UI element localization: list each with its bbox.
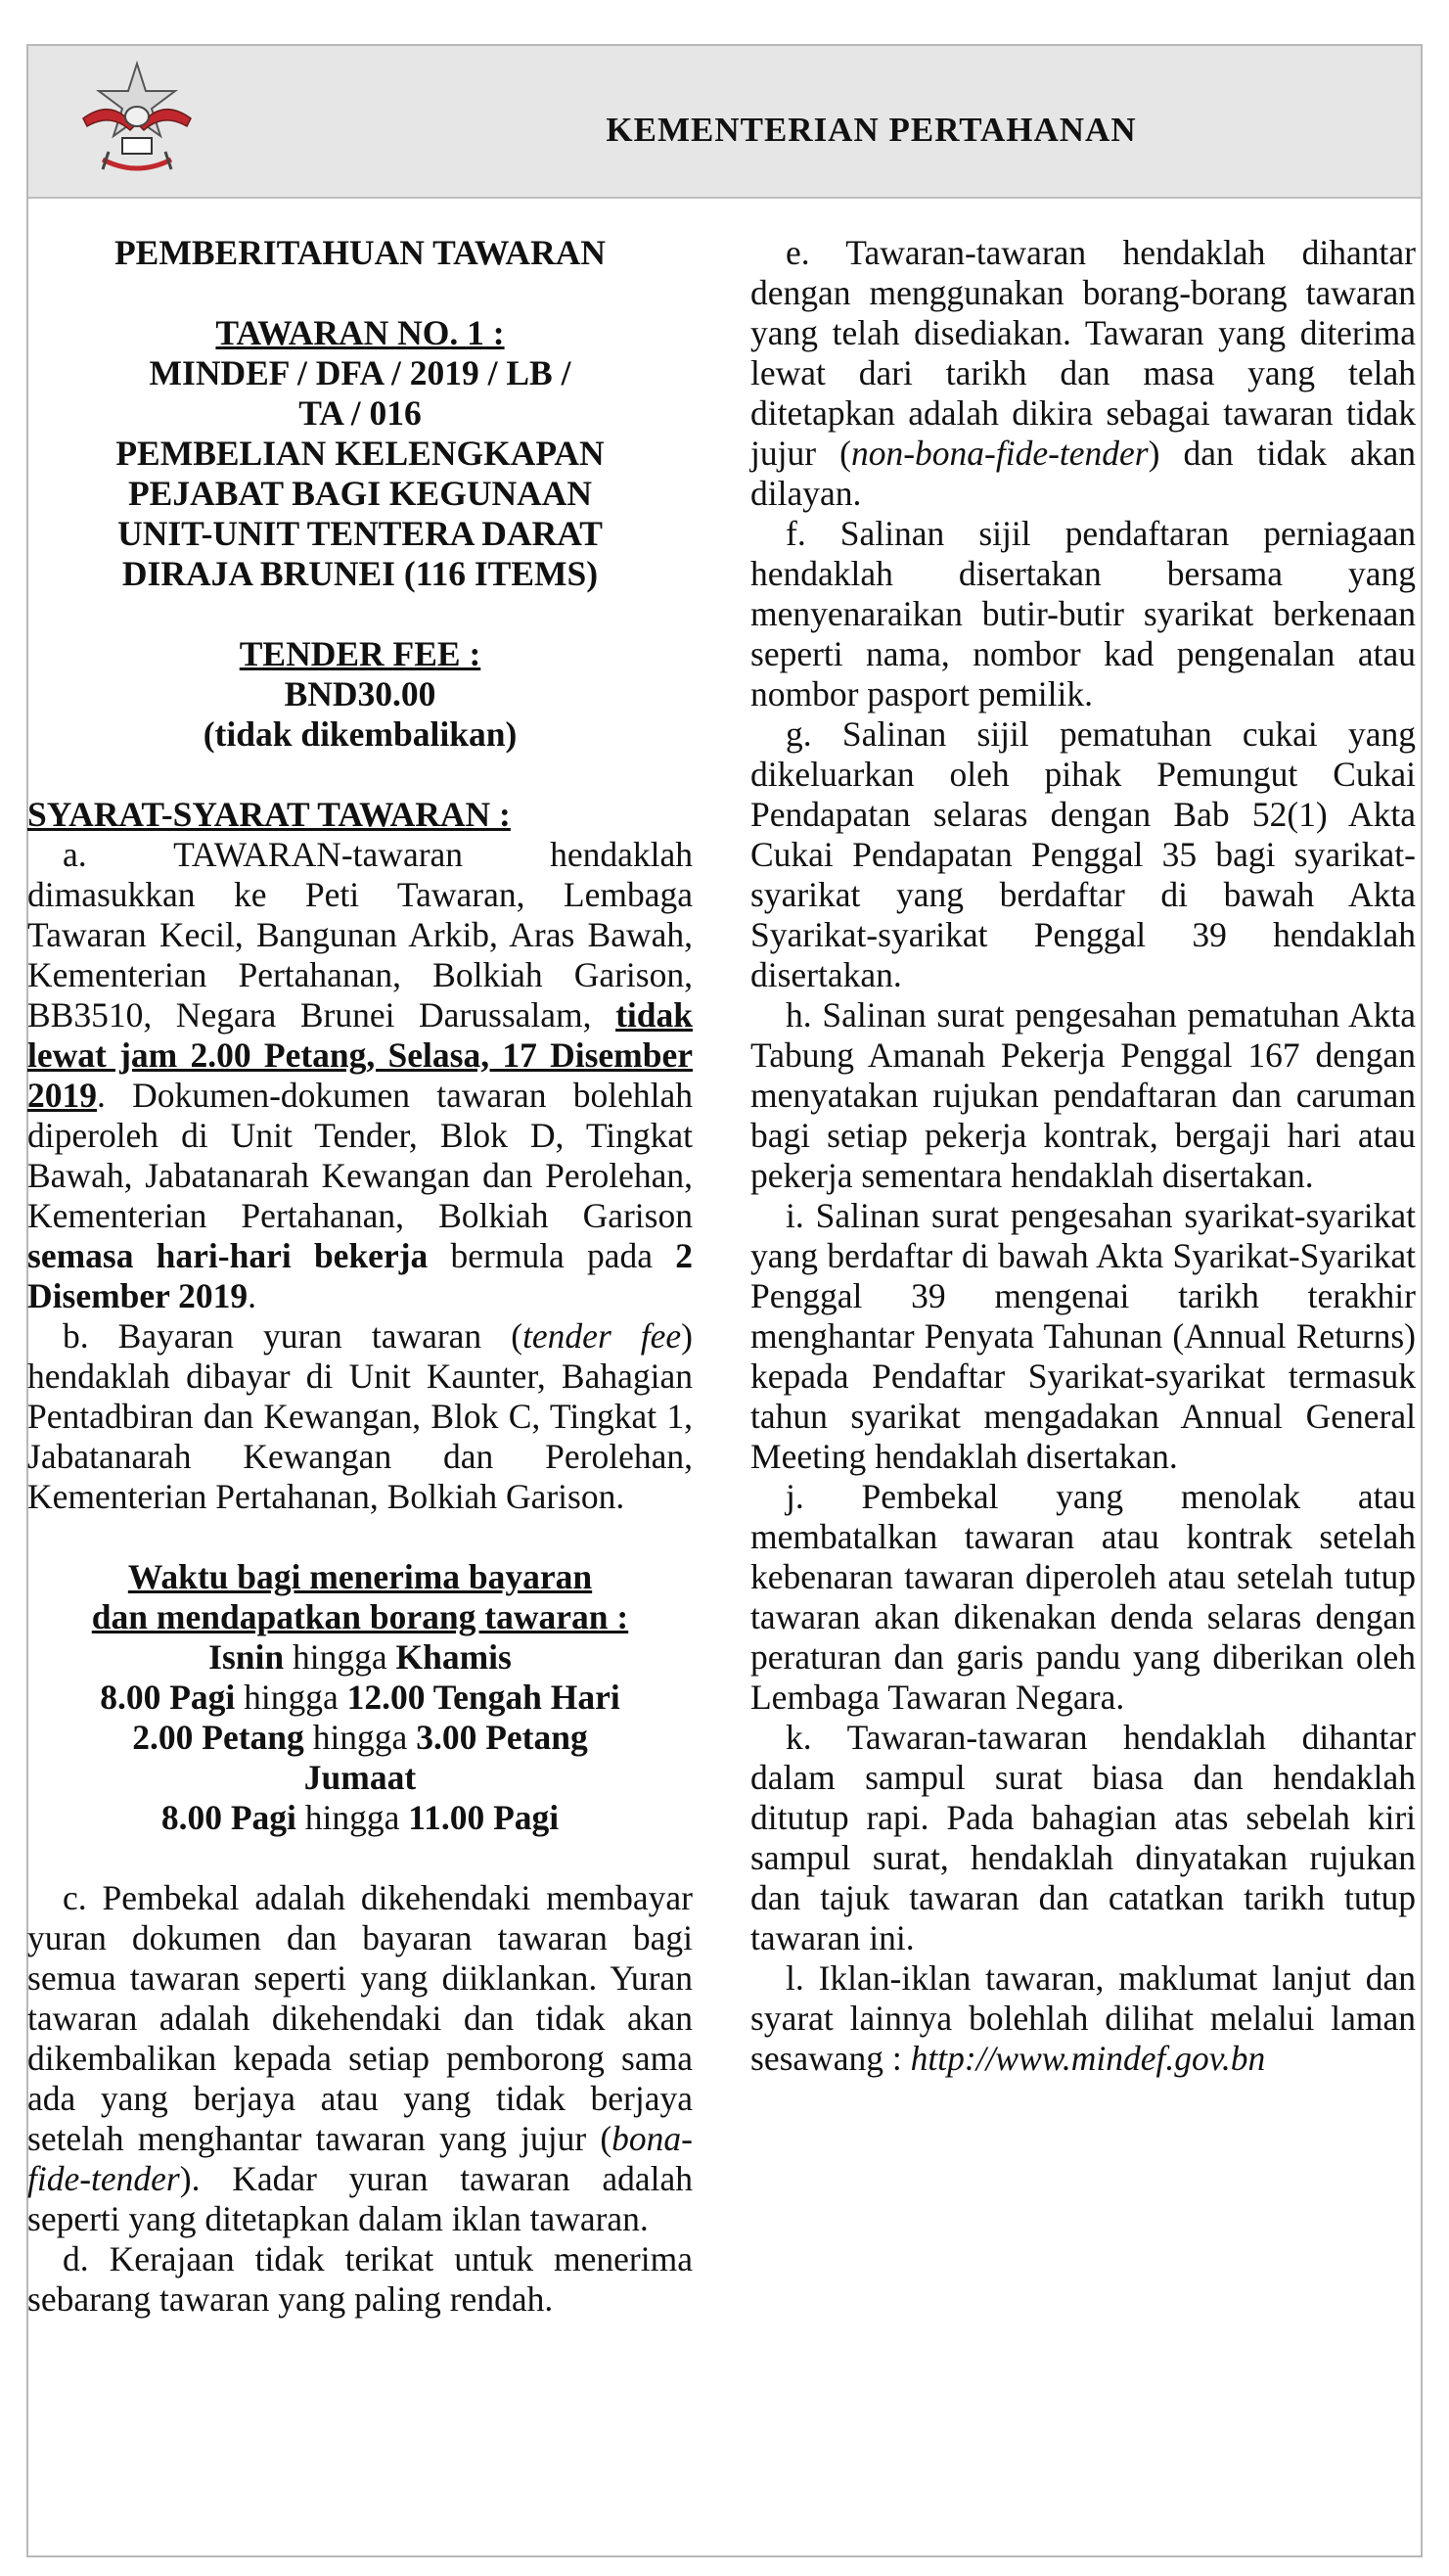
term-a-start-date: 2 Disember 2019 xyxy=(27,1236,694,1315)
header-band xyxy=(28,46,1421,199)
right-column xyxy=(750,233,1416,2079)
hours-title-line-1: Waktu bagi menerima bayaran xyxy=(127,1557,593,1596)
term-a-deadline: tidak lewat jam 2.00 Petang, Selasa, 17 Disember 2019 xyxy=(27,995,693,1115)
term-h: h. Salinan surat pengesahan pematuhan Akta Tabung Amanah Pekerja Penggal 167 dengan menyatakan rujukan pendaftaran dan caruman bagi setiap pekerja kontrak, bergaji hari atau pekerja sementara hendaklah disertakan. xyxy=(750,995,1416,1195)
term-e-text: e. Tawaran-tawaran hendaklah dihantar dengan menggunakan borang-borang tawaran yang telah disediakan. Tawaran yang diterima lewat dari tarikh dan masa yang telah ditetapkan adalah dikira sebagai tawaran tidak jujur ( xyxy=(750,233,1416,473)
term-c-text-2: ). Kadar yuran tawaran adalah seperti yang ditetapkan dalam iklan tawaran. xyxy=(27,2159,693,2238)
hours-time-to: 3.00 Petang xyxy=(416,1718,588,1757)
term-c-italic: bona-fide-tender xyxy=(27,2119,693,2198)
left-column xyxy=(27,233,693,2320)
hours-hingga: hingga xyxy=(303,1718,417,1757)
tender-fee-label: TENDER FEE : xyxy=(239,634,481,673)
hours-hingga: hingga xyxy=(295,1798,409,1837)
term-b-italic: tender fee xyxy=(522,1316,682,1356)
tender-description-line-4: DIRAJA BRUNEI (116 ITEMS) xyxy=(121,554,599,593)
tender-description-line-2: PEJABAT BAGI KEGUNAAN xyxy=(127,474,593,513)
tender-description-line-1: PEMBELIAN KELENGKAPAN xyxy=(115,434,605,473)
ministry-title: KEMENTERIAN PERTAHANAN xyxy=(606,111,1137,149)
term-e xyxy=(750,233,1416,514)
term-a-text-4: . xyxy=(248,1276,257,1315)
hours-time-from: 8.00 Pagi xyxy=(100,1678,236,1717)
term-j: j. Pembekal yang menolak atau membatalkan tawaran atau kontrak setelah kebenaran tawaran diperoleh atau setelah tutup tawaran akan dikenakan denda selaras dengan peraturan dan garis pandu yang diberikan oleh Lembaga Tawaran Negara. xyxy=(750,1477,1416,1717)
tender-reference-line-2: TA / 016 xyxy=(298,393,422,433)
term-k: k. Tawaran-tawaran hendaklah dihantar dalam sampul surat biasa dan hendaklah ditutup rapi. Pada bahagian atas sebelah kiri sampul surat, hendaklah dinyatakan rujukan dan tajuk tawaran dan catatkan tarikh tutup tawaran ini. xyxy=(750,1718,1416,1957)
hours-time-to: 12.00 Tengah Hari xyxy=(346,1678,620,1717)
term-g: g. Salinan sijil pematuhan cukai yang dikeluarkan oleh pihak Pemungut Cukai Pendapatan selaras dengan Bab 52(1) Akta Cukai Pendapatan Penggal 35 bagi syarikat-syarikat yang berdaftar di bawah Akta Syarikat-syarikat Penggal 39 hendaklah disertakan. xyxy=(750,714,1416,994)
term-i: i. Salinan surat pengesahan syarikat-syarikat yang berdaftar di bawah Akta Syarikat-Syarikat Penggal 39 mengenai tarikh terakhir menghantar Penyata Tahunan (Annual Returns) kepada Pendaftar Syarikat-syarikat termasuk tahun syarikat mengadakan Annual General Meeting hendaklah disertakan. xyxy=(750,1196,1416,1476)
hours-time-1 xyxy=(27,1678,693,1718)
hours-time-from: 2.00 Petang xyxy=(132,1718,304,1757)
hours-days-1 xyxy=(27,1637,693,1678)
term-c-text: c. Pembekal adalah dikehendaki membayar yuran dokumen dan bayaran tawaran bagi semua tawaran seperti yang diiklankan. Yuran tawaran adalah dikehendaki dan tidak akan dikembalikan kepada setiap pemborong sama ada yang berjaya atau yang tidak berjaya setelah menghantar tawaran yang jujur ( xyxy=(27,1878,693,2158)
notice-heading: PEMBERITAHUAN TAWARAN xyxy=(114,233,606,272)
term-e-text-2: ) dan tidak akan dilayan. xyxy=(750,434,1417,513)
term-e-italic: non-bona-fide-tender xyxy=(850,434,1149,473)
hours-time-from: 8.00 Pagi xyxy=(160,1798,296,1837)
term-b-text: b. Bayaran yuran tawaran ( xyxy=(63,1316,523,1356)
term-l xyxy=(750,1958,1416,2079)
tender-number-label: TAWARAN NO. 1 : xyxy=(215,313,505,352)
hours-time-3 xyxy=(27,1798,693,1838)
tender-reference-line-1: MINDEF / DFA / 2019 / LB / xyxy=(149,353,571,392)
hours-day-from: Isnin xyxy=(208,1637,285,1677)
term-a-working-days: semasa hari-hari bekerja xyxy=(27,1236,429,1275)
term-d: d. Kerajaan tidak terikat untuk menerima sebarang tawaran yang paling rendah. xyxy=(27,2239,693,2319)
term-a xyxy=(27,835,693,1316)
term-b-text-2: ) hendaklah dibayar di Unit Kaunter, Bahagian Pentadbiran dan Kewangan, Blok C, Tingkat 1, Jabatanarah Kewangan dan Perolehan, Kementerian Pertahanan, Bolkiah Garison. xyxy=(27,1316,693,1516)
term-a-text-2: . Dokumen-dokumen tawaran bolehlah diperoleh di Unit Tender, Blok D, Tingkat Bawah, Jabatanarah Kewangan dan Perolehan, Kementerian Pertahanan, Bolkiah Garison xyxy=(27,1076,693,1235)
hours-hingga: hingga xyxy=(235,1678,347,1717)
tender-description-line-3: UNIT-UNIT TENTERA DARAT xyxy=(117,514,603,553)
hours-day-to: Khamis xyxy=(395,1637,512,1677)
tender-fee-note: (tidak dikembalikan) xyxy=(203,714,518,754)
website-link[interactable]: http://www.mindef.gov.bn xyxy=(910,2039,1266,2078)
hours-hingga: hingga xyxy=(284,1637,396,1677)
term-b xyxy=(27,1316,693,1517)
hours-days-2: Jumaat xyxy=(303,1758,417,1797)
term-c xyxy=(27,1878,693,2239)
term-a-text-3: bermula pada xyxy=(428,1236,676,1275)
hours-time-2 xyxy=(27,1718,693,1758)
terms-title: SYARAT-SYARAT TAWARAN : xyxy=(27,795,511,834)
term-l-text: l. Iklan-iklan tawaran, maklumat lanjut dan syarat lainnya bolehlah dilihat melalui laman sesawang : xyxy=(750,1958,1416,2078)
hours-title-line-2: dan mendapatkan borang tawaran : xyxy=(91,1597,629,1636)
term-f: f. Salinan sijil pendaftaran perniagaan hendaklah disertakan bersama yang menyenaraikan butir-butir syarikat berkenaan seperti nama, nombor kad pengenalan atau nombor pasport pemilik. xyxy=(750,514,1416,713)
term-a-text: a. TAWARAN-tawaran hendaklah dimasukkan ke Peti Tawaran, Lembaga Tawaran Kecil, Bangunan Arkib, Aras Bawah, Kementerian Pertahanan, Bolkiah Garison, BB3510, Negara Brunei Darussalam, xyxy=(27,835,693,1035)
hours-time-to: 11.00 Pagi xyxy=(408,1798,560,1837)
tender-fee-amount: BND30.00 xyxy=(284,674,436,713)
